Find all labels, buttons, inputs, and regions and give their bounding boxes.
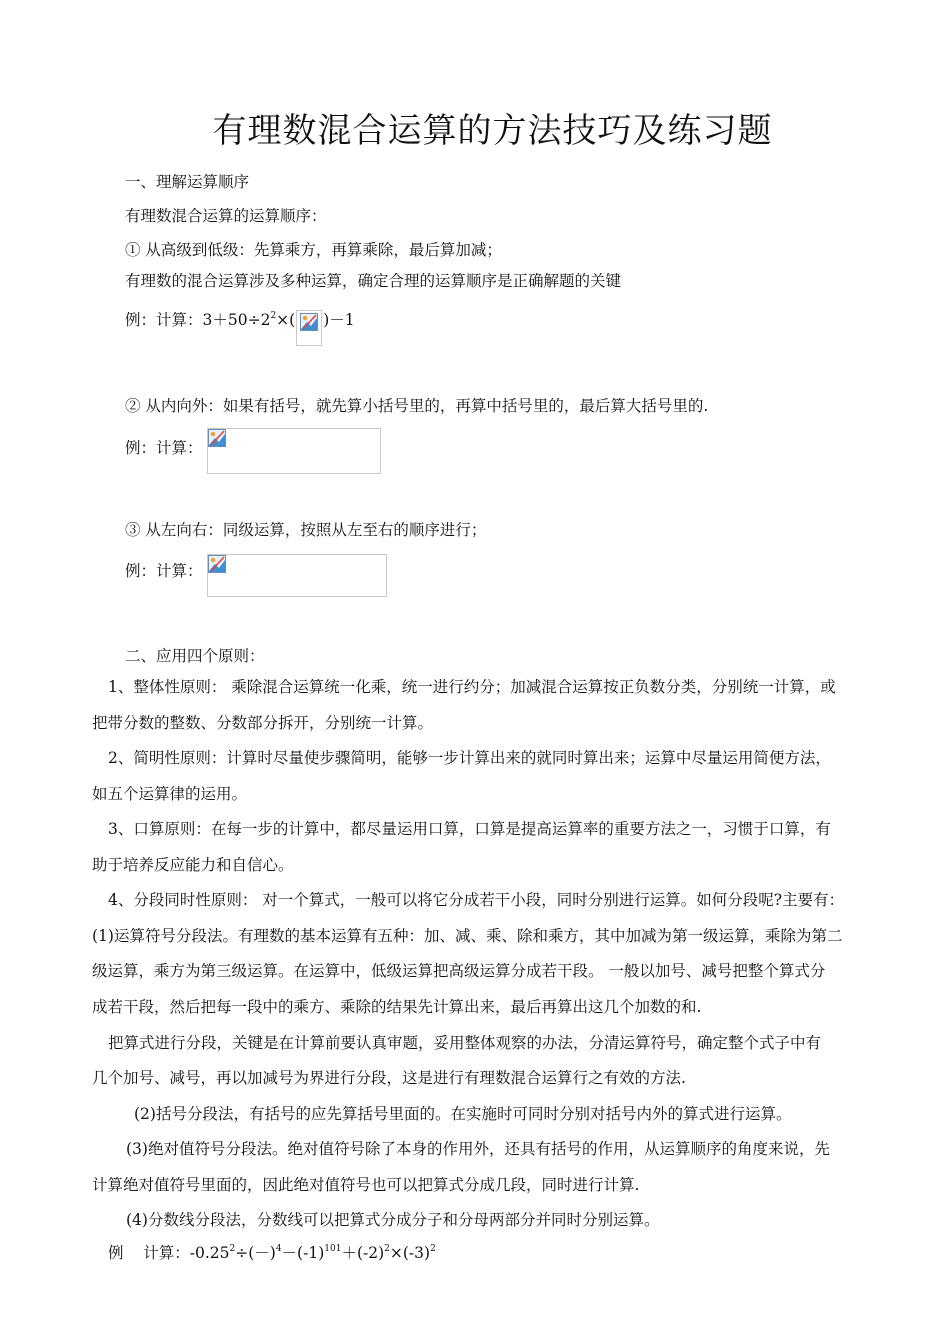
section2-line-10: 成若干段，然后把每一段中的乘方、乘除的结果先计算出来，最后再算出这几个加数的和. bbox=[92, 998, 702, 1016]
section2-line-11: 把算式进行分段，关键是在计算前要认真审题，妥用整体观察的办法，分清运算符号，确定整个式子中有 bbox=[108, 1034, 822, 1052]
section2-example bbox=[108, 1243, 436, 1266]
rule1-note: 有理数的混合运算涉及多种运算，确定合理的运算顺序是正确解题的关键 bbox=[125, 272, 622, 290]
rule2-text: ② 从内向外：如果有括号，就先算小括号里的，再算中括号里的，最后算大括号里的. bbox=[125, 397, 709, 415]
example2-formula-image bbox=[207, 428, 381, 474]
example1-prefix: 例：计算：3＋50÷2 bbox=[125, 311, 271, 329]
example2-label: 例：计算： bbox=[125, 439, 203, 457]
example1-formula-image bbox=[296, 310, 322, 346]
section2-line-14: (3)绝对值符号分段法。绝对值符号除了本身的作用外，还具有括号的作用，从运算顺序的角度来说，先 bbox=[126, 1140, 830, 1158]
example-exp-a: 2 bbox=[229, 1244, 236, 1254]
section2-line-1: 1、整体性原则： 乘除混合运算统一化乘，统一进行约分；加减混合运算按正负数分类，分别统一计算，或 bbox=[108, 678, 836, 696]
broken-image-icon bbox=[300, 313, 318, 331]
section2-line-16: (4)分数线分段法，分数线可以把算式分成分子和分母两部分并同时分别运算。 bbox=[126, 1211, 660, 1229]
section2-line-15: 计算绝对值符号里面的，因此绝对值符号也可以把算式分成几段，同时进行计算. bbox=[92, 1176, 640, 1194]
rule1-text: ① 从高级到低级：先算乘方，再算乘除，最后算加减； bbox=[125, 241, 502, 259]
example1-exponent: 2 bbox=[270, 311, 277, 321]
section2-line-8: (1)运算符号分段法。有理数的基本运算有五种：加、减、乘、除和乘方，其中加减为第一级运算，乘除为第二 bbox=[92, 927, 843, 945]
page-title: 有理数混合运算的方法技巧及练习题 bbox=[212, 111, 773, 151]
broken-image-icon bbox=[208, 429, 226, 447]
example-exp-c: 101 bbox=[324, 1244, 342, 1254]
section1-heading: 一、理解运算顺序 bbox=[125, 173, 250, 191]
example-text-e: ×(-3) bbox=[389, 1244, 431, 1262]
example-exp-e: 2 bbox=[430, 1244, 436, 1254]
example-text-c: －(-1) bbox=[281, 1244, 325, 1262]
section2-line-5: 3、口算原则：在每一步的计算中，都尽量运用口算，口算是提高运算率的重要方法之一，习惯于口算，有 bbox=[108, 820, 831, 838]
section2-line-6: 助于培养反应能力和自信心。 bbox=[92, 856, 294, 874]
example1-line bbox=[125, 310, 355, 346]
section2-line-3: 2、简明性原则：计算时尽量使步骤简明，能够一步计算出来的就同时算出来；运算中尽量运用简便方法， bbox=[108, 749, 831, 767]
example-text-b: ÷(－) bbox=[235, 1244, 276, 1262]
section1-intro: 有理数混合运算的运算顺序： bbox=[125, 207, 327, 225]
section2-line-12: 几个加号、减号，再以加减号为界进行分段，这是进行有理数混合运算行之有效的方法. bbox=[92, 1069, 686, 1087]
rule3-text: ③ 从左向右：同级运算，按照从左至右的顺序进行； bbox=[125, 521, 487, 539]
example-exp-b: 4 bbox=[275, 1244, 282, 1254]
section2-line-7: 4、分段同时性原则： 对一个算式，一般可以将它分成若干小段，同时分别进行运算。如何分段呢?主要有： bbox=[108, 891, 845, 909]
section2-line-4: 如五个运算律的运用。 bbox=[92, 785, 248, 803]
section2-heading: 二、应用四个原则： bbox=[125, 647, 265, 665]
section2-line-9: 级运算，乘方为第三级运算。在运算中，低级运算把高级运算分成若干段。 一般以加号、减号把整个算式分 bbox=[92, 962, 826, 980]
section2-line-13: (2)括号分段法，有括号的应先算括号里面的。在实施时可同时分别对括号内外的算式进行运算。 bbox=[134, 1105, 792, 1123]
example-exp-d: 2 bbox=[384, 1244, 390, 1254]
example1-mid: ×( bbox=[276, 311, 296, 329]
example3-formula-image bbox=[207, 554, 387, 597]
example3-label: 例：计算： bbox=[125, 562, 203, 580]
section2-line-2: 把带分数的整数、分数部分拆开，分别统一计算。 bbox=[92, 714, 434, 732]
example-text-a: 计算：-0.25 bbox=[143, 1244, 230, 1262]
broken-image-icon bbox=[208, 555, 226, 573]
example-text-d: ＋(-2) bbox=[341, 1244, 385, 1262]
example1-suffix: )－1 bbox=[323, 311, 355, 329]
example-label: 例 bbox=[108, 1244, 124, 1262]
